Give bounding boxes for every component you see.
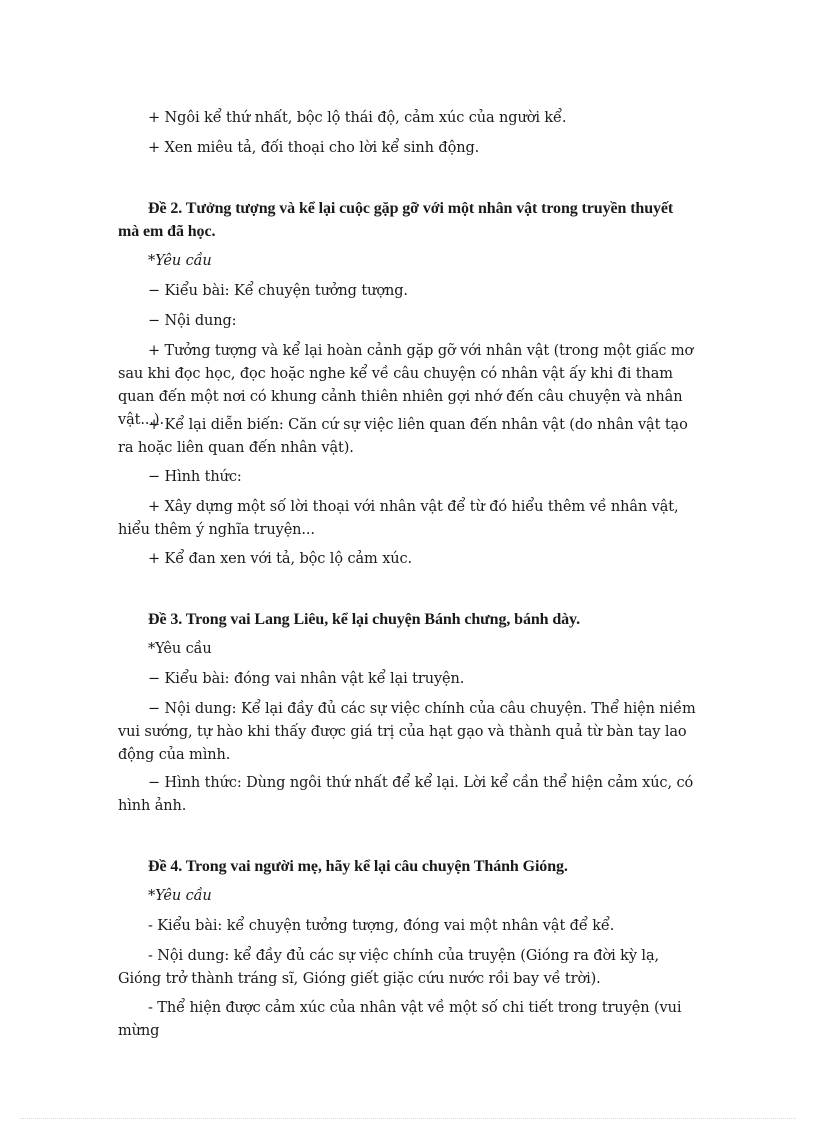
de-3-essay-type: − Kiểu bài: đóng vai nhân vật kể lại truyện. xyxy=(148,671,465,687)
de-2-form-label: − Hình thức: xyxy=(148,469,242,485)
de-2-essay-type: − Kiểu bài: Kể chuyện tưởng tượng. xyxy=(148,283,408,299)
heading-de-2: Đề 2. Tưởng tượng và kể lại cuộc gặp gỡ với một nhân vật trong truyền thuyết mà em đã học. xyxy=(118,200,674,240)
paragraph-dialogue-description: + Xen miêu tả, đối thoại cho lời kể sinh động. xyxy=(148,140,480,156)
de-3-content: − Nội dung: Kể lại đầy đủ các sự việc chính của câu chuyện. Thể hiện niềm vui sướng, tự hào khi thấy được giá trị của hạt gạo và thành quả từ bàn tay lao động của mình. xyxy=(118,701,696,763)
de-2-form-narrate-describe: + Kể đan xen với tả, bộc lộ cảm xúc. xyxy=(148,551,413,567)
de-4-emotion: - Thể hiện được cảm xúc của nhân vật về một số chi tiết trong truyện (vui mừng xyxy=(118,1000,682,1039)
de-3-form: − Hình thức: Dùng ngôi thứ nhất để kể lại. Lời kể cần thể hiện cảm xúc, có hình ảnh. xyxy=(118,775,694,814)
de-2-content-development: + Kể lại diễn biến: Căn cứ sự việc liên quan đến nhân vật (do nhân vật tạo ra hoặc liên quan đến nhân vật). xyxy=(118,417,688,456)
requirements-label-de-3: *Yêu cầu xyxy=(148,641,212,657)
heading-de-4: Đề 4. Trong vai người mẹ, hãy kể lại câu chuyện Thánh Gióng. xyxy=(148,858,568,875)
de-2-content-setting: + Tưởng tượng và kể lại hoàn cảnh gặp gỡ với nhân vật (trong một giấc mơ sau khi đọc học, đọc hoặc nghe kể về câu chuyện có nhân vật ấy khi đi tham quan đến một nơi có khung cảnh thiên nhiên gợi nhớ đến câu chuyện và nhân vật...). xyxy=(118,343,694,428)
requirements-label-de-2: *Yêu cầu xyxy=(148,253,212,269)
de-4-content: - Nội dung: kể đầy đủ các sự việc chính của truyện (Gióng ra đời kỳ lạ, Gióng trở thành tráng sĩ, Gióng giết giặc cứu nước rồi bay về trời). xyxy=(118,948,660,987)
de-2-content-label: − Nội dung: xyxy=(148,313,237,329)
requirements-label-de-4: *Yêu cầu xyxy=(148,888,212,904)
page-bottom-divider xyxy=(20,1118,796,1119)
de-2-form-dialogue: + Xây dựng một số lời thoại với nhân vật để từ đó hiểu thêm về nhân vật, hiểu thêm ý nghĩa truyện... xyxy=(118,499,679,538)
heading-de-3: Đề 3. Trong vai Lang Liêu, kể lại chuyện Bánh chưng, bánh dày. xyxy=(148,611,580,628)
de-4-essay-type: - Kiểu bài: kể chuyện tưởng tượng, đóng vai một nhân vật để kể. xyxy=(148,918,615,934)
paragraph-first-person-narration: + Ngôi kể thứ nhất, bộc lộ thái độ, cảm xúc của người kể. xyxy=(148,110,567,126)
